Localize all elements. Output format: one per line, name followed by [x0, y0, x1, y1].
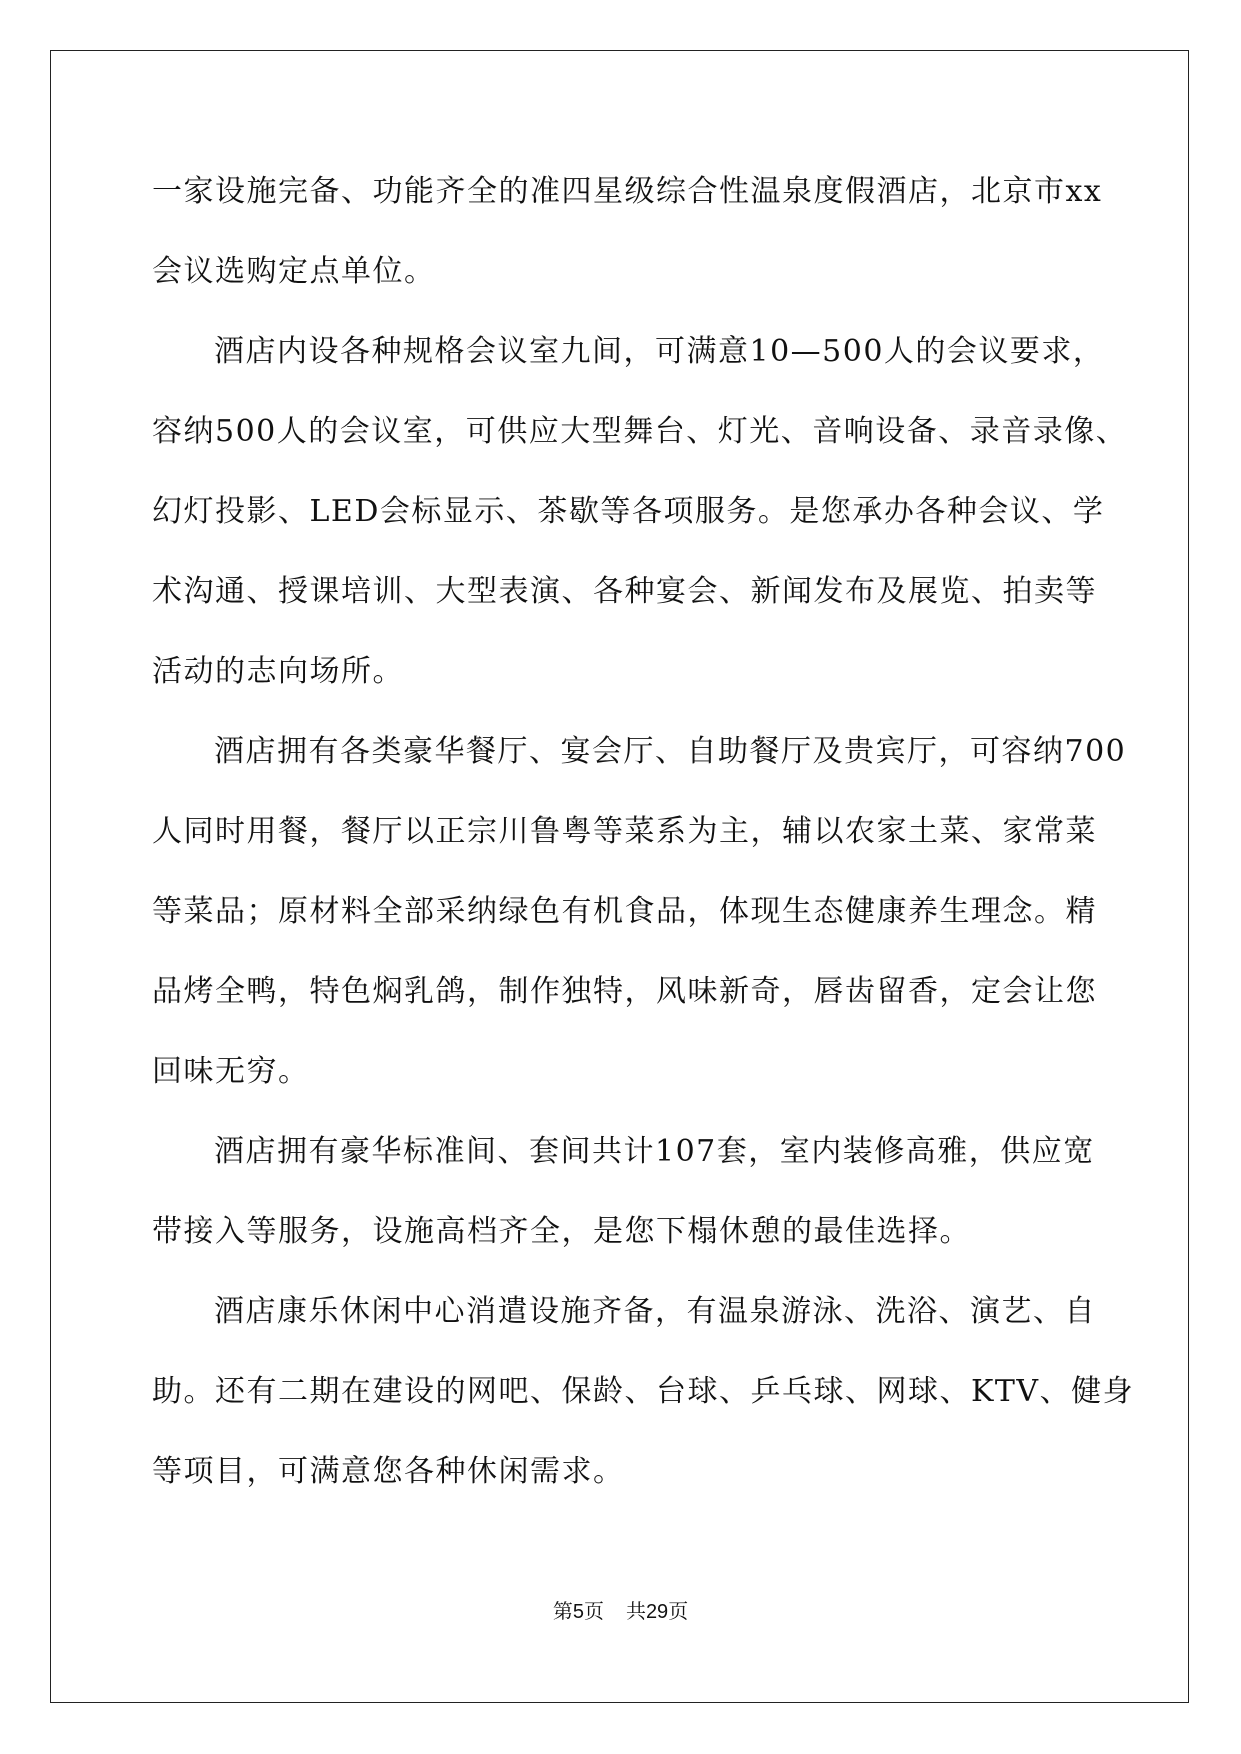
paragraph-line: 容纳500人的会议室，可供应大型舞台、灯光、音响设备、录音录像、 — [152, 414, 1128, 449]
paragraph-line: 幻灯投影、LED会标显示、茶歇等各项服务。是您承办各种会议、学 — [152, 494, 1105, 529]
paragraph-line: 活动的志向场所。 — [152, 654, 404, 689]
paragraph-line: 酒店康乐休闲中心消遣设施齐备，有温泉游泳、洗浴、演艺、自 — [214, 1294, 1096, 1329]
page-prefix: 第 — [552, 1599, 573, 1623]
paragraph-line: 术沟通、授课培训、大型表演、各种宴会、新闻发布及展览、拍卖等 — [152, 574, 1097, 609]
page-number: 5 — [572, 1601, 584, 1623]
page-footer — [0, 1598, 1241, 1625]
total-prefix: 共 — [625, 1599, 646, 1623]
paragraph-line: 等项目，可满意您各种休闲需求。 — [152, 1454, 625, 1489]
page-suffix: 页 — [583, 1599, 604, 1623]
paragraph-line: 带接入等服务，设施高档齐全，是您下榻休憩的最佳选择。 — [152, 1214, 971, 1249]
paragraph-line: 酒店内设各种规格会议室九间，可满意10—500人的会议要求， — [214, 334, 1105, 369]
paragraph-line: 酒店拥有各类豪华餐厅、宴会厅、自助餐厅及贵宾厅，可容纳700 — [214, 734, 1127, 769]
paragraph-line: 人同时用餐，餐厅以正宗川鲁粤等菜系为主，辅以农家土菜、家常菜 — [152, 814, 1097, 849]
paragraph-line: 等菜品；原材料全部采纳绿色有机食品，体现生态健康养生理念。精 — [152, 894, 1097, 929]
paragraph-line: 助。还有二期在建设的网吧、保龄、台球、乒乓球、网球、KTV、健身 — [152, 1374, 1135, 1409]
paragraph-line: 品烤全鸭，特色焖乳鸽，制作独特，风味新奇，唇齿留香，定会让您 — [152, 974, 1097, 1009]
paragraph-line: 一家设施完备、功能齐全的准四星级综合性温泉度假酒店，北京市xx — [152, 174, 1103, 209]
paragraph-line: 酒店拥有豪华标准间、套间共计107套，室内装修高雅，供应宽 — [214, 1134, 1095, 1169]
paragraph-line: 回味无穷。 — [152, 1054, 310, 1089]
paragraph-line: 会议选购定点单位。 — [152, 254, 436, 289]
total-suffix: 页 — [668, 1599, 689, 1623]
total-pages: 29 — [645, 1601, 669, 1623]
